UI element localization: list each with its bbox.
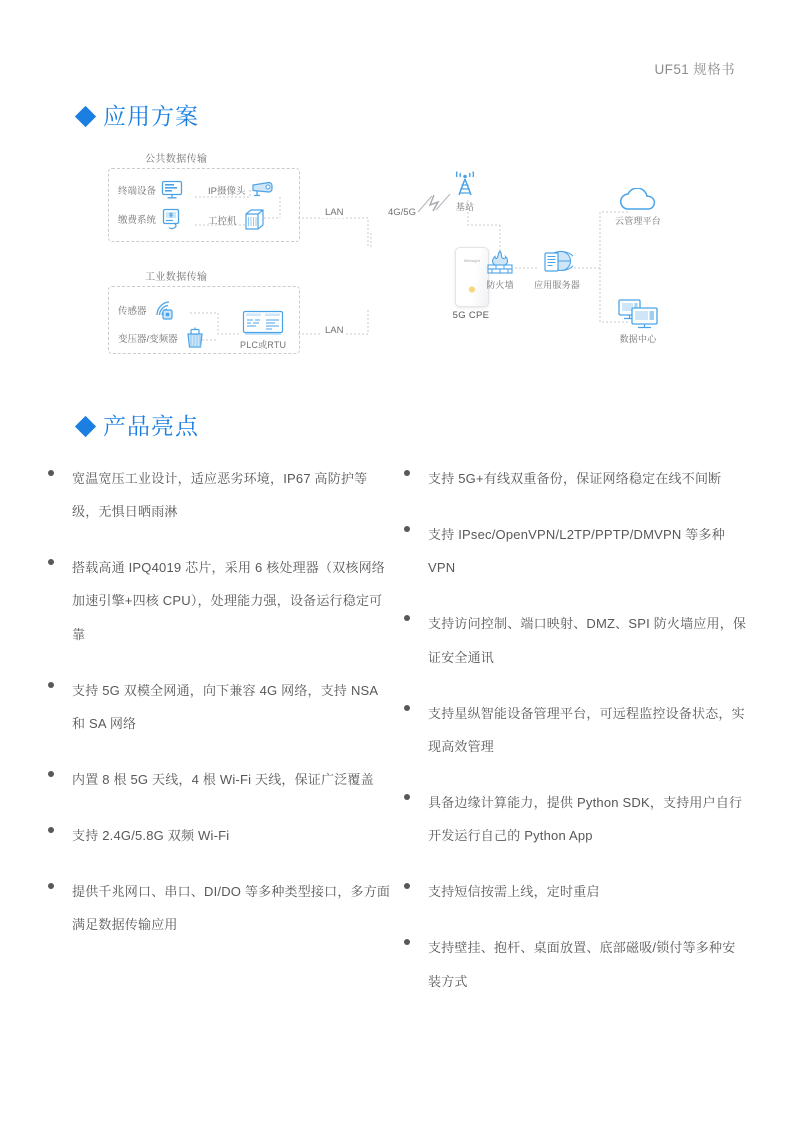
bullet-icon bbox=[48, 771, 54, 777]
bullet-icon bbox=[48, 559, 54, 565]
list-item bbox=[48, 462, 392, 528]
app-server-icon bbox=[541, 250, 573, 276]
bullet-icon bbox=[404, 470, 410, 476]
section-heading-application bbox=[78, 105, 199, 128]
node-app-server bbox=[534, 250, 580, 291]
base-station-icon bbox=[448, 170, 482, 198]
list-item bbox=[404, 518, 748, 584]
bullet-icon bbox=[48, 682, 54, 688]
list-item bbox=[48, 763, 392, 796]
link-label-lan-top: LAN bbox=[322, 208, 346, 218]
node-industrial-pc bbox=[208, 208, 266, 232]
bullet-icon bbox=[404, 705, 410, 711]
node-payment-system bbox=[118, 208, 183, 230]
highlight-text: 支持 IPsec/OpenVPN/L2TP/PPTP/DMVPN 等多种 VPN bbox=[428, 527, 725, 576]
node-label-transformer: 变压器/变频器 bbox=[118, 334, 178, 345]
bullet-icon bbox=[404, 615, 410, 621]
list-item bbox=[48, 551, 392, 650]
node-label-cloud-platform: 云管理平台 bbox=[615, 216, 662, 226]
highlight-text: 支持星纵智能设备管理平台，可远程监控设备状态，实现高效管理 bbox=[428, 705, 745, 754]
section-title-highlights: 产品亮点 bbox=[103, 413, 199, 439]
section-title-application: 应用方案 bbox=[103, 103, 199, 129]
page-header-title: UF51 规格书 bbox=[654, 62, 735, 77]
node-transformer bbox=[118, 326, 207, 350]
bullet-icon bbox=[404, 794, 410, 800]
highlight-text: 支持壁挂、抱杆、桌面放置、底部磁吸/锁付等多种安装方式 bbox=[428, 940, 736, 989]
product-highlights bbox=[48, 462, 748, 1021]
link-label-lan-bottom: LAN bbox=[322, 326, 346, 336]
highlight-text: 支持 5G 双模全网通，向下兼容 4G 网络，支持 NSA 和 SA 网络 bbox=[72, 682, 378, 731]
link-label-wireless: 4G/5G bbox=[388, 207, 416, 218]
list-item bbox=[404, 931, 748, 997]
node-data-center bbox=[617, 298, 659, 345]
list-item bbox=[404, 462, 748, 495]
plc-icon bbox=[242, 310, 284, 336]
node-ip-camera bbox=[208, 180, 276, 200]
highlight-text: 内置 8 根 5G 天线，4 根 Wi-Fi 天线，保证广泛覆盖 bbox=[72, 771, 374, 787]
highlight-text: 支持访问控制、端口映射、DMZ、SPI 防火墙应用，保证安全通讯 bbox=[428, 616, 747, 665]
camera-icon bbox=[250, 180, 276, 200]
highlights-column-left bbox=[48, 462, 392, 1021]
node-terminal-device bbox=[118, 180, 183, 200]
group-title-industrial: 工业数据传输 bbox=[145, 272, 208, 283]
node-label-firewall: 防火墙 bbox=[486, 280, 514, 290]
highlight-text: 支持 5G+有线双重备份，保证网络稳定在线不间断 bbox=[428, 471, 722, 486]
list-item bbox=[48, 875, 392, 941]
node-label-payment-system: 缴费系统 bbox=[118, 215, 157, 226]
application-topology-diagram bbox=[100, 150, 700, 375]
highlight-text: 支持 2.4G/5.8G 双频 Wi-Fi bbox=[72, 828, 230, 844]
bullet-icon bbox=[48, 883, 54, 889]
node-label-5g-cpe: 5G CPE bbox=[452, 310, 490, 321]
node-label-data-center: 数据中心 bbox=[619, 334, 657, 344]
node-label-industrial-pc: 工控机 bbox=[208, 216, 237, 227]
monitor-icon bbox=[161, 180, 183, 200]
data-center-icon bbox=[617, 298, 659, 330]
list-item bbox=[404, 875, 748, 908]
node-cloud-platform bbox=[615, 188, 661, 227]
node-label-terminal-device: 终端设备 bbox=[118, 186, 157, 197]
cpe-brand-logo: Milesight bbox=[464, 259, 480, 263]
device-5g-cpe bbox=[455, 247, 489, 307]
cloud-icon bbox=[616, 188, 660, 212]
node-label-app-server: 应用服务器 bbox=[534, 280, 581, 290]
section-heading-highlights bbox=[78, 415, 199, 438]
bullet-icon bbox=[404, 883, 410, 889]
node-label-sensor: 传感器 bbox=[118, 306, 147, 317]
bullet-icon bbox=[404, 939, 410, 945]
cpe-status-led bbox=[469, 286, 476, 293]
highlight-text: 宽温宽压工业设计，适应恶劣环境，IP67 高防护等级，无惧日晒雨淋 bbox=[72, 471, 368, 520]
diamond-icon bbox=[75, 106, 96, 127]
transformer-icon bbox=[183, 326, 207, 350]
highlight-text: 支持短信按需上线，定时重启 bbox=[428, 884, 600, 900]
list-item bbox=[404, 697, 748, 763]
node-label-base-station: 基站 bbox=[455, 202, 475, 212]
node-base-station bbox=[448, 170, 482, 213]
sensor-icon bbox=[152, 298, 176, 322]
highlight-text: 具备边缘计算能力，提供 Python SDK，支持用户自行开发运行自己的 Python App bbox=[428, 794, 743, 844]
highlight-text: 搭载高通 IPQ4019 芯片，采用 6 核处理器（双核网络加速引擎+四核 CPU），处理能力强，设备运行稳定可靠 bbox=[72, 560, 385, 642]
bullet-icon bbox=[48, 827, 54, 833]
payment-terminal-icon bbox=[161, 208, 183, 230]
bullet-icon bbox=[48, 470, 54, 476]
group-title-public: 公共数据传输 bbox=[145, 154, 208, 165]
node-firewall bbox=[485, 250, 515, 291]
list-item bbox=[48, 819, 392, 852]
industrial-pc-icon bbox=[242, 208, 266, 232]
node-label-plc-rtu: PLC或RTU bbox=[240, 340, 287, 350]
node-label-ip-camera: IP摄像头 bbox=[208, 186, 246, 197]
highlights-column-right bbox=[404, 462, 748, 1021]
diamond-icon bbox=[75, 416, 96, 437]
node-sensor bbox=[118, 298, 176, 322]
highlight-text: 提供千兆网口、串口、DI/DO 等多种类型接口，多方面满足数据传输应用 bbox=[72, 884, 391, 933]
firewall-icon bbox=[485, 250, 515, 276]
node-plc-rtu bbox=[240, 310, 286, 351]
bullet-icon bbox=[404, 526, 410, 532]
list-item bbox=[404, 786, 748, 852]
list-item bbox=[404, 607, 748, 673]
list-item bbox=[48, 674, 392, 740]
